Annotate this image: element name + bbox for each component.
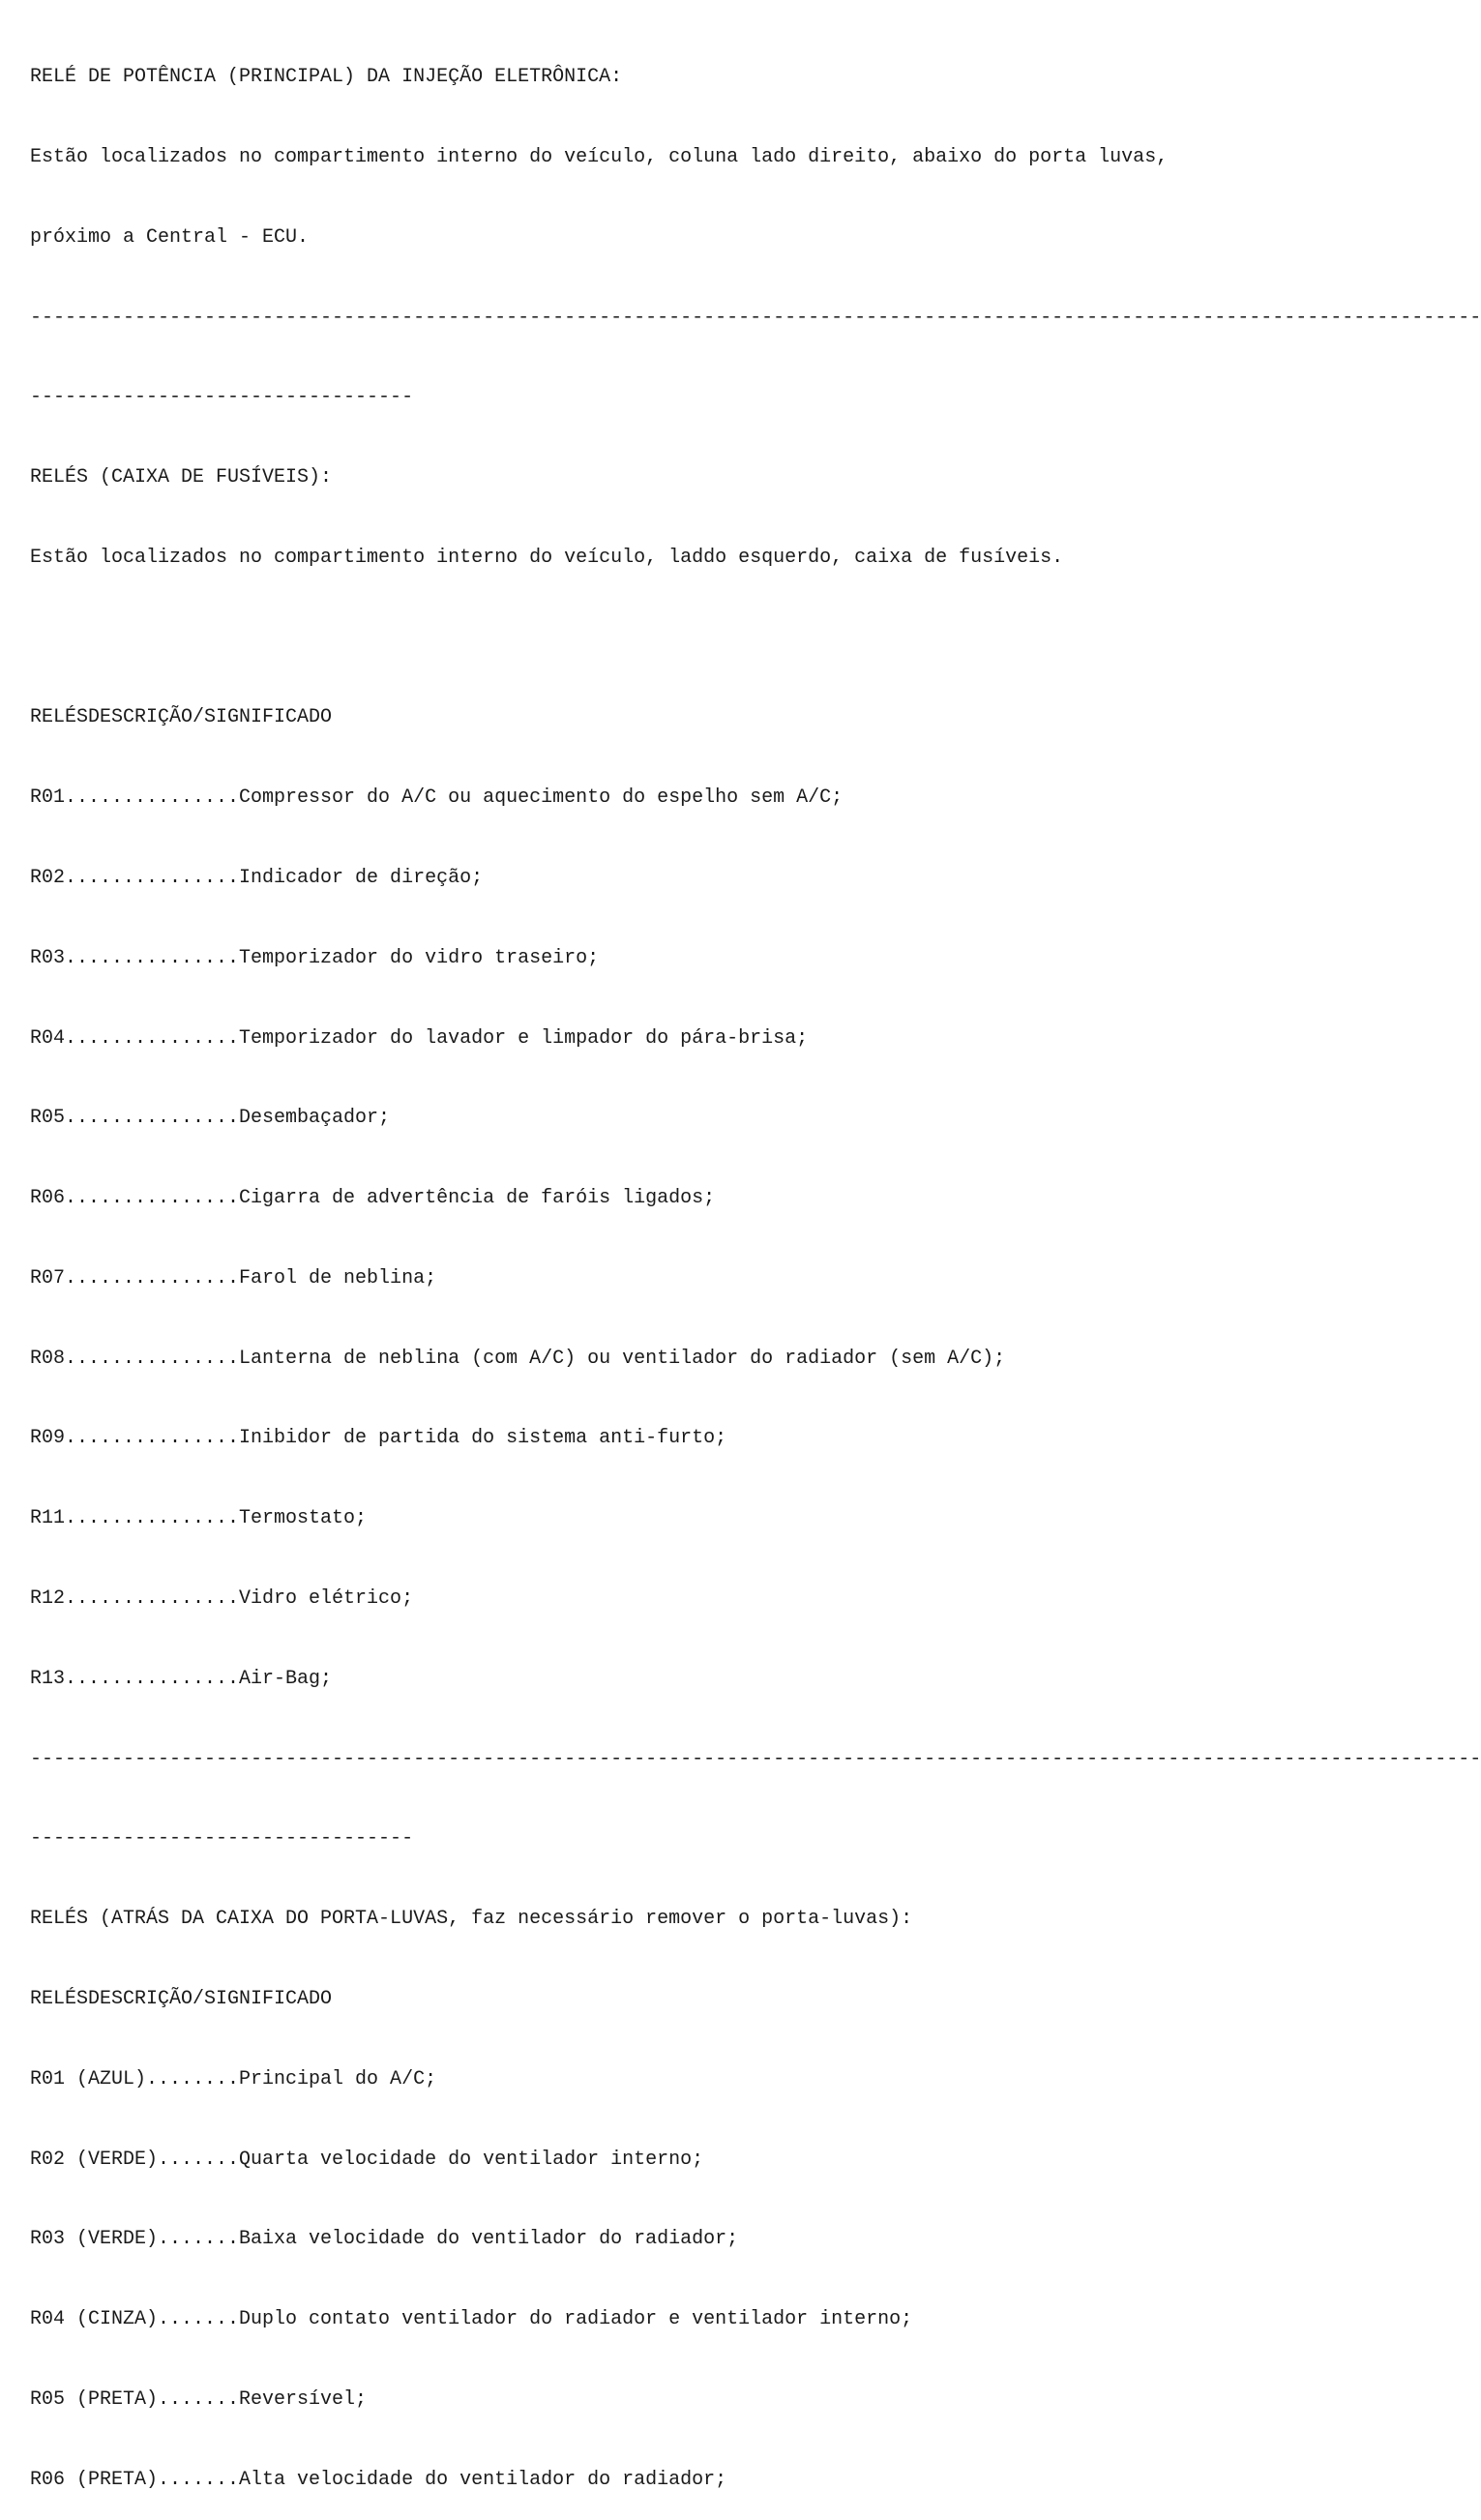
fuse-box-item-r01: R01...............Compressor do A/C ou aquecimento do espelho sem A/C; (30, 786, 844, 810)
glove-box-item-r04: R04 (CINZA).......Duplo contato ventilador do radiador e ventilador interno; (30, 2308, 913, 2331)
fuse-box-item-r06: R06...............Cigarra de advertência de faróis ligados; (30, 1187, 716, 1210)
glove-box-item-r03: R03 (VERDE).......Baixa velocidade do ventilador do radiador; (30, 2228, 739, 2251)
fuse-box-table-header: RELÉSDESCRIÇÃO/SIGNIFICADO (30, 706, 333, 729)
glove-box-table-header: RELÉSDESCRIÇÃO/SIGNIFICADO (30, 1987, 333, 2010)
glove-box-item-r01: R01 (AZUL)........Principal do A/C; (30, 2067, 437, 2090)
power-relay-description-line-2: próximo a Central - ECU. (30, 225, 310, 249)
glove-box-item-r06: R06 (PRETA).......Alta velocidade do ventilador do radiador; (30, 2468, 727, 2491)
fuse-box-item-r09: R09...............Inibidor de partida do sistema anti-furto; (30, 1427, 727, 1450)
power-relay-description-line-1: Estão localizados no compartimento interno do veículo, coluna lado direito, abaixo do porta luvas, (30, 145, 1169, 168)
fuse-box-item-r02: R02...............Indicador de direção; (30, 867, 484, 889)
fuse-box-item-r04: R04...............Temporizador do lavador e limpador do pára-brisa; (30, 1026, 809, 1050)
glove-box-heading: RELÉS (ATRÁS DA CAIXA DO PORTA-LUVAS, faz necessário remover o porta-luvas): (30, 1908, 913, 1931)
fuse-box-description: Estão localizados no compartimento interno do veículo, laddo esquerdo, caixa de fusíveis. (30, 546, 1064, 569)
fuse-box-item-r05: R05...............Desembaçador; (30, 1107, 391, 1130)
fuse-box-item-r08: R08...............Lanterna de neblina (com A/C) ou ventilador do radiador (sem A/C); (30, 1347, 1006, 1370)
fuse-box-heading: RELÉS (CAIXA DE FUSÍVEIS): (30, 466, 333, 489)
power-relay-heading: RELÉ DE POTÊNCIA (PRINCIPAL) DA INJEÇÃO ELETRÔNICA: (30, 66, 623, 89)
fuse-box-item-r12: R12...............Vidro elétrico; (30, 1587, 414, 1611)
fuse-box-item-r03: R03...............Temporizador do vidro traseiro; (30, 946, 600, 969)
glove-box-item-r02: R02 (VERDE).......Quarta velocidade do ventilador interno; (30, 2148, 704, 2171)
fuse-box-item-r07: R07...............Farol de neblina; (30, 1266, 437, 1290)
document-body (30, 11, 1481, 2520)
separator-2-line-2: --------------------------------- (30, 1827, 414, 1851)
separator-2-line-1: ----------------------------------------------------------------------------------------------------------------------------- (30, 1747, 1481, 1770)
blank-line (30, 625, 1383, 652)
fuse-box-item-r13: R13...............Air-Bag; (30, 1667, 333, 1690)
glove-box-item-r05: R05 (PRETA).......Reversível; (30, 2387, 368, 2411)
separator-1-line-2: --------------------------------- (30, 386, 414, 409)
separator-1-line-1: ----------------------------------------------------------------------------------------------------------------------------- (30, 306, 1481, 329)
fuse-box-item-r11: R11...............Termostato; (30, 1507, 368, 1530)
